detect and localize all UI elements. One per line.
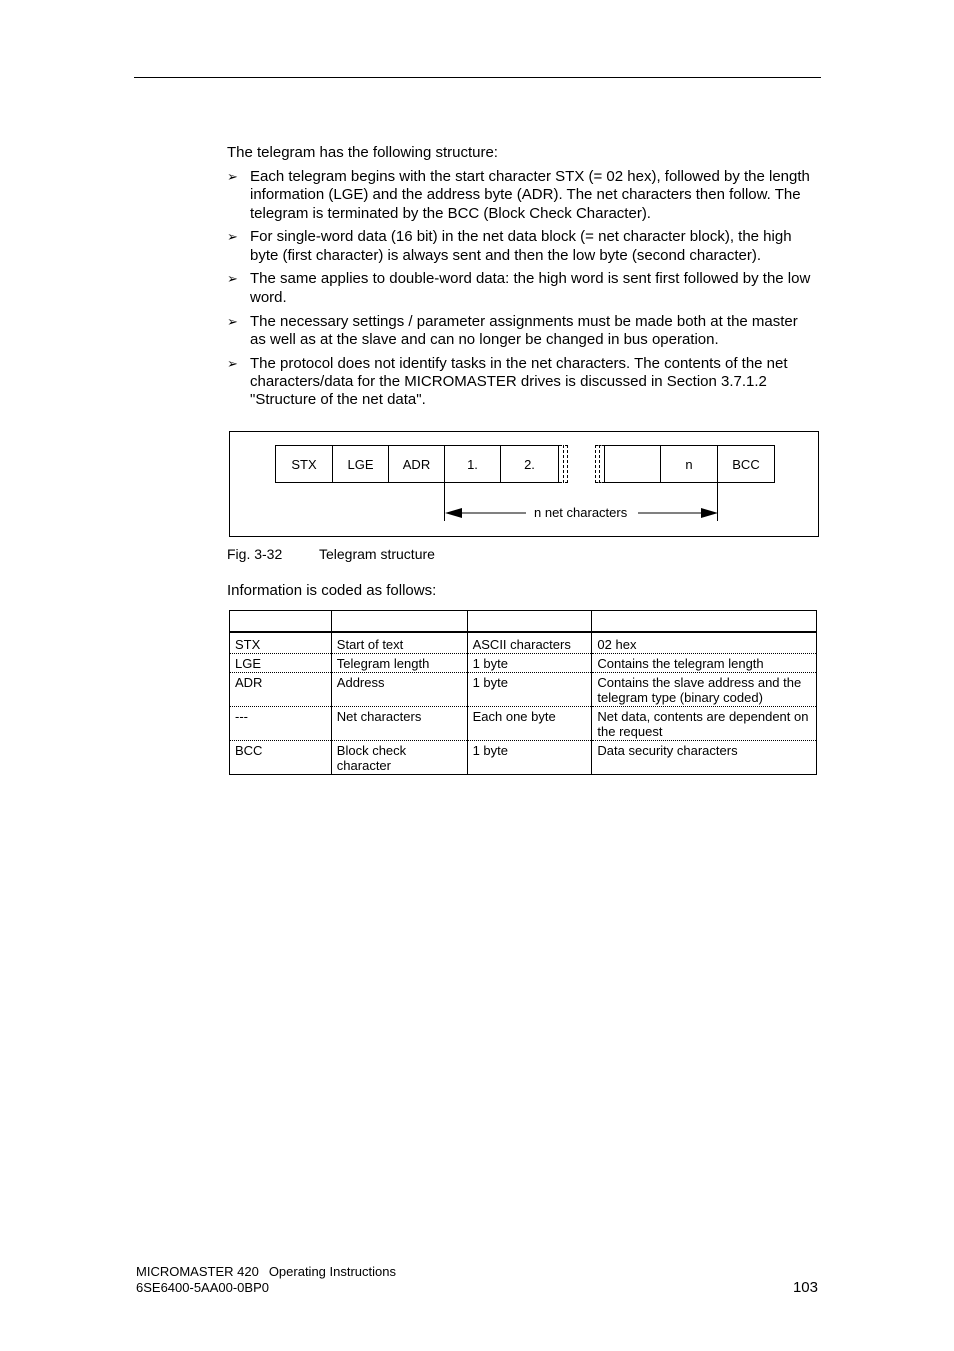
arrow-bullet-icon: ➢	[227, 271, 238, 287]
break-mark-line	[563, 445, 564, 483]
arrow-bullet-icon: ➢	[227, 229, 238, 245]
bullet-item	[227, 228, 817, 265]
intro-text: The telegram has the following structure:	[227, 144, 498, 161]
telegram-cell-lge: LGE	[332, 445, 389, 483]
footer-doc-type: Operating Instructions	[268, 1264, 396, 1279]
footer-order-number: 6SE6400-5AA00-0BP0	[136, 1280, 269, 1295]
figure-number: Fig. 3-32	[227, 546, 283, 562]
table-cell: Net data, contents are dependent on the request	[592, 707, 817, 741]
table-row	[230, 741, 817, 775]
arrow-bullet-icon: ➢	[227, 355, 238, 371]
table-cell: BCC	[230, 741, 332, 775]
telegram-cell-blank	[604, 445, 661, 483]
table-cell: Address	[331, 673, 467, 707]
table-header-row	[230, 611, 817, 633]
coding-intro-text: Information is coded as follows:	[227, 582, 437, 599]
bullet-item	[227, 270, 817, 307]
net-characters-label: n net characters	[530, 505, 631, 520]
header-rule	[134, 77, 821, 78]
table-row	[230, 654, 817, 673]
arrow-bullet-icon: ➢	[227, 169, 238, 184]
figure-title: Telegram structure	[319, 546, 435, 562]
table-row	[230, 673, 817, 707]
table-cell: LGE	[230, 654, 332, 673]
coding-table	[229, 610, 817, 775]
table-cell: ASCII characters	[467, 632, 592, 654]
table-cell: Net characters	[331, 707, 467, 741]
figure-caption	[227, 546, 435, 562]
table-header-cell	[230, 611, 332, 633]
table-cell: 1 byte	[467, 673, 592, 707]
footer-title-line	[136, 1264, 396, 1280]
structure-bullet-list	[227, 168, 817, 415]
table-cell: ---	[230, 707, 332, 741]
table-cell: Contains the telegram length	[592, 654, 817, 673]
table-cell: Contains the slave address and the telegram type (binary coded)	[592, 673, 817, 707]
table-cell: Start of text	[331, 632, 467, 654]
table-header-cell	[331, 611, 467, 633]
table-header-cell	[592, 611, 817, 633]
break-mark-line	[599, 445, 600, 483]
table-cell: 1 byte	[467, 654, 592, 673]
bullet-text: For single-word data (16 bit) in the net data block (= net character block), the high byte (first character) is always sent and then the low byte (second character).	[250, 228, 792, 264]
bullet-text: The protocol does not identify tasks in the net characters. The contents of the net characters/data for the MICROMASTER drives is discussed in Section 3.7.1.2 "Structure of the net data".	[250, 354, 788, 409]
table-cell: 02 hex	[592, 632, 817, 654]
telegram-cell-stx: STX	[275, 445, 333, 483]
bullet-text: Each telegram begins with the start character STX (= 02 hex), followed by the length information (LGE) and the address byte (ADR). The net characters then follow. The telegram is terminated by the BCC (Block Check Character).	[250, 168, 810, 222]
table-cell: Telegram length	[331, 654, 467, 673]
bullet-item	[227, 355, 817, 410]
table-row	[230, 707, 817, 741]
break-mark-line	[567, 445, 568, 483]
footer-document-info	[136, 1264, 396, 1296]
footer-product: MICROMASTER 420	[136, 1264, 259, 1279]
telegram-cell-n: n	[660, 445, 718, 483]
telegram-cell-1: 1.	[444, 445, 501, 483]
table-cell: Block check character	[331, 741, 467, 775]
bullet-item	[227, 168, 817, 223]
bullet-text: The necessary settings / parameter assignments must be made both at the master as well as at the slave and can no longer be changed in bus operation.	[250, 312, 798, 348]
arrow-bullet-icon: ➢	[227, 313, 238, 329]
table-cell: ADR	[230, 673, 332, 707]
table-cell: Data security characters	[592, 741, 817, 775]
telegram-cell-2: 2.	[500, 445, 559, 483]
telegram-cell-bcc: BCC	[717, 445, 775, 483]
bullet-item	[227, 313, 817, 350]
table-cell: Each one byte	[467, 707, 592, 741]
table-cell: 1 byte	[467, 741, 592, 775]
break-mark-line	[595, 445, 596, 483]
table-header-cell	[467, 611, 592, 633]
telegram-cell-adr: ADR	[388, 445, 445, 483]
table-cell: STX	[230, 632, 332, 654]
page-number: 103	[792, 1279, 818, 1296]
bullet-text: The same applies to double-word data: the high word is sent first followed by the low word.	[250, 270, 811, 306]
table-row	[230, 632, 817, 654]
